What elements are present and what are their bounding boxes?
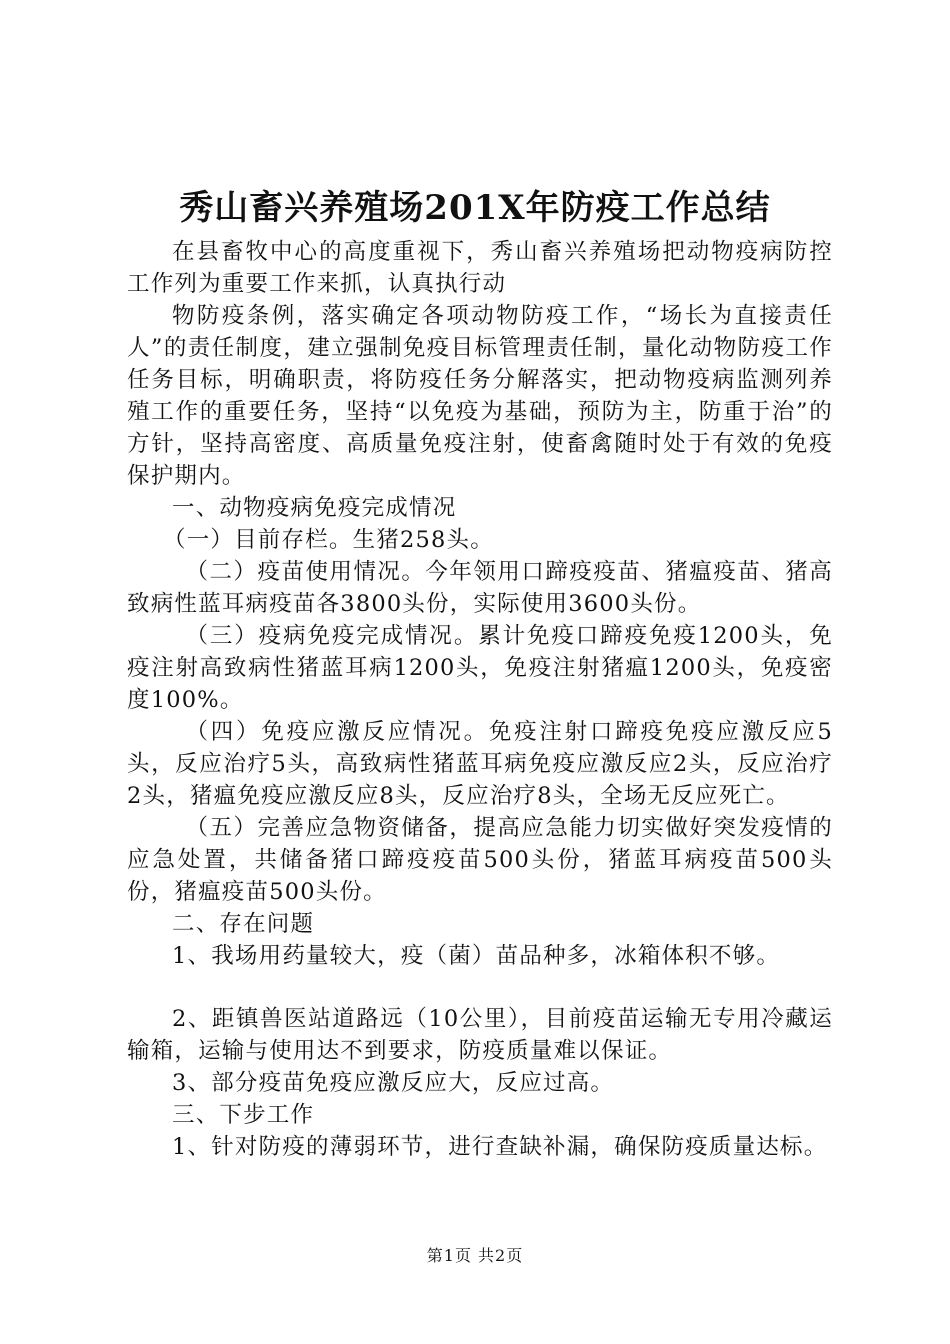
section-heading-1: 一、动物疫病免疫完成情况 <box>172 495 457 521</box>
next-step-item-1: 1、针对防疫的薄弱环节，进行查缺补漏，确保防疫质量达标。 <box>172 1134 828 1160</box>
subsection-reactions: （四）免疫应激反应情况。免疫注射口蹄疫免疫应激反应5头，反应治疗5头，高致病性猪蓝耳病免疫应激反应2头，反应治疗2头，猪瘟免疫应激反应8头，反应治疗8头，全场无反应死亡。 <box>127 719 833 809</box>
document-body <box>127 236 833 1163</box>
section-heading-3: 三、下步工作 <box>172 1102 315 1128</box>
paragraph-intro: 在县畜牧中心的高度重视下，秀山畜兴养殖场把动物疫病防控工作列为重要工作来抓，认真执行动 <box>127 239 833 297</box>
problem-item-2: 2、距镇兽医站道路远（10公里），目前疫苗运输无专用冷藏运输箱，运输与使用达不到要求，防疫质量难以保证。 <box>127 1006 833 1064</box>
blank-line <box>127 972 833 1003</box>
subsection-immunization: （三）疫病免疫完成情况。累计免疫口蹄疫免疫1200头，免疫注射高致病性猪蓝耳病1200头，免疫注射猪瘟1200头，免疫密度100%。 <box>127 623 833 713</box>
subsection-stock: （一）目前存栏。生猪258头。 <box>163 527 494 553</box>
problem-item-3: 3、部分疫苗免疫应激反应大，反应过高。 <box>172 1070 615 1096</box>
subsection-vaccine-usage: （二）疫苗使用情况。今年领用口蹄疫疫苗、猪瘟疫苗、猪高致病性蓝耳病疫苗各3800头份，实际使用3600头份。 <box>127 559 833 617</box>
problem-item-1: 1、我场用药量较大，疫（菌）苗品种多，冰箱体积不够。 <box>172 943 781 969</box>
page-footer: 第1页 共2页 <box>426 1246 524 1265</box>
document-title: 秀山畜兴养殖场201X年防疫工作总结 <box>179 188 771 228</box>
section-heading-2: 二、存在问题 <box>172 911 315 937</box>
paragraph-regulations: 物防疫条例，落实确定各项动物防疫工作，“场长为直接责任人”的责任制度，建立强制免疫目标管理责任制，量化动物防疫工作任务目标，明确职责，将防疫任务分解落实，把动物疫病监测列养殖工作的重要任务，坚持“以免疫为基础，预防为主，防重于治”的方针，坚持高密度、高质量免疫注射，使畜禽随时处于有效的免疫保护期内。 <box>127 303 833 489</box>
subsection-reserves: （五）完善应急物资储备，提高应急能力切实做好突发疫情的应急处置，共储备猪口蹄疫疫苗500头份，猪蓝耳病疫苗500头份，猪瘟疫苗500头份。 <box>127 815 833 905</box>
